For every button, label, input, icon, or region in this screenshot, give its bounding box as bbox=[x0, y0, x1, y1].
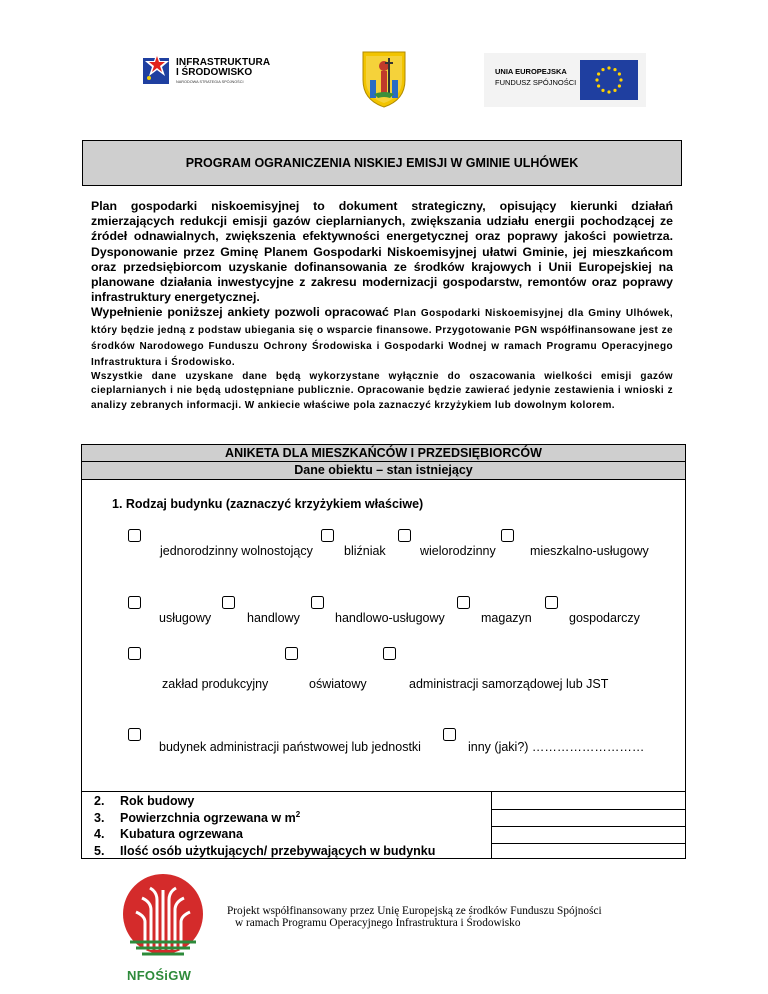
eu-flag-icon bbox=[580, 60, 638, 100]
eu-line1: UNIA EUROPEJSKA bbox=[495, 67, 567, 76]
nfosigw-logo-icon bbox=[122, 870, 204, 980]
checkbox-zaklad-produkcyjny[interactable] bbox=[128, 647, 141, 660]
survey-table bbox=[81, 444, 686, 859]
intro-paragraph-3: Wszystkie dane uzyskane dane będą wykorzystane wyłącznie do oszacowania wielkości emisji gazów cieplarnianych i nie będą udostępniane publicznie. Opracowanie będzie zawierać jedynie zestawienia i wnioski z analizy zebranych informacji. W ankiecie właściwe pola zaznaczyć krzyżykiem lub dowolnym kolorem. bbox=[91, 371, 673, 411]
infra-line3: NARODOWA STRATEGIA SPÓJNOŚCI bbox=[176, 80, 244, 84]
option-label: gospodarczy bbox=[569, 611, 640, 625]
intro-paragraph-1: Plan gospodarki niskoemisyjnej to dokument strategiczny, opisujący kierunki działań zmierzających redukcji emisji gazów cieplarnianych, zwiększania udziału energii pochodzącej ze źródeł odnawialnych, zwiększenia efektywności energetycznej oraz poprawy jakości powietrza. Dysponowanie przez Gminę Planem Gospodarki Niskoemisyjnej ułatwi Gminie, jej mieszkańcom oraz przedsiębiorcom uzyskanie dofinansowania ze środków krajowych i Unii Europejskiej na planowane działania inwestycyjne z zakresu modernizacji gospodarstw, remontów oraz poprawy infrastruktury energetycznej. bbox=[91, 199, 673, 305]
checkbox-uslugowy[interactable] bbox=[128, 596, 141, 609]
checkbox-administracji-samorzadowej[interactable] bbox=[383, 647, 396, 660]
option-label: magazyn bbox=[481, 611, 532, 625]
question-4: 4. Kubatura ogrzewana bbox=[94, 827, 243, 841]
question-5: 5. Ilość osób użytkujących/ przebywających w budynku bbox=[94, 844, 436, 858]
answer-field-ilosc-osob[interactable] bbox=[492, 844, 685, 858]
checkbox-oswiatowy[interactable] bbox=[285, 647, 298, 660]
answer-field-powierzchnia[interactable] bbox=[492, 810, 685, 826]
infra-line1: INFRASTRUKTURA bbox=[176, 57, 271, 68]
option-label: bliźniak bbox=[344, 544, 386, 558]
star-emblem-icon bbox=[143, 52, 173, 86]
option-label: zakład produkcyjny bbox=[162, 677, 269, 691]
checkbox-handlowy[interactable] bbox=[222, 596, 235, 609]
option-label: oświatowy bbox=[309, 677, 367, 691]
intro-paragraph-2-lead: Wypełnienie poniższej ankiety pozwoli opracować bbox=[91, 305, 389, 320]
infra-line2: I ŚRODOWISKO bbox=[176, 67, 253, 78]
checkbox-administracji-panstwowej[interactable] bbox=[128, 728, 141, 741]
checkbox-blizniak[interactable] bbox=[321, 529, 334, 542]
nfosigw-label: NFOŚiGW bbox=[127, 968, 192, 983]
infrastruktura-logo bbox=[143, 52, 273, 100]
option-label: wielorodzinny bbox=[420, 544, 496, 558]
option-label: handlowy bbox=[247, 611, 300, 625]
option-label: usługowy bbox=[159, 611, 212, 625]
option-label: inny (jaki?) ……………………… bbox=[468, 740, 645, 754]
survey-subtitle: Dane obiektu – stan istniejący bbox=[82, 462, 685, 480]
checkbox-inny[interactable] bbox=[443, 728, 456, 741]
option-label: administracji samorządowej lub JST bbox=[409, 677, 609, 691]
footer-line-1: Projekt współfinansowany przez Unię Europejską ze środków Funduszu Spójności bbox=[227, 905, 602, 917]
checkbox-wielorodzinny[interactable] bbox=[398, 529, 411, 542]
checkbox-gospodarczy[interactable] bbox=[545, 596, 558, 609]
intro-paragraph-2 bbox=[91, 305, 673, 370]
option-label: jednorodzinny wolnostojący bbox=[160, 544, 313, 558]
eu-line2: FUNDUSZ SPÓJNOŚCI bbox=[495, 78, 577, 87]
checkbox-jednorodzinny[interactable] bbox=[128, 529, 141, 542]
answer-field-kubatura[interactable] bbox=[492, 827, 685, 843]
survey-title: ANIKETA DLA MIESZKAŃCÓW I PRZEDSIĘBIORCÓW bbox=[82, 445, 685, 462]
option-label: budynek administracji państwowej lub jednostki bbox=[159, 740, 421, 754]
question-2: 2. Rok budowy bbox=[94, 794, 195, 808]
gmina-crest-logo bbox=[360, 50, 408, 108]
coat-of-arms-icon bbox=[360, 50, 408, 108]
eu-fund-logo bbox=[484, 53, 646, 107]
survey-questions-grid bbox=[82, 791, 685, 858]
checkbox-handlowo-uslugowy[interactable] bbox=[311, 596, 324, 609]
program-title-box bbox=[82, 140, 682, 186]
option-label: mieszkalno-usługowy bbox=[530, 544, 649, 558]
checkbox-mieszkalno-uslugowy[interactable] bbox=[501, 529, 514, 542]
checkbox-magazyn[interactable] bbox=[457, 596, 470, 609]
intro-paragraph-2-rest: Plan Gospodarki Niskoemisyjnej dla Gminy Ulhówek, który będzie jedną z podstaw ubiegania się o wsparcie finansowe. Przygotowanie PGN współfinansowane jest ze środków Narodowego Funduszu Ochrony Środowiska i Gospodarki Wodnej w ramach Programu Operacyjnego Infrastruktura i Środowisko. bbox=[91, 308, 674, 369]
intro-text bbox=[91, 199, 673, 413]
footer-line-2: w ramach Programu Operacyjnego Infrastruktura i Środowisko bbox=[235, 917, 521, 929]
question-3: 3. Powierzchnia ogrzewana w $m^2$ bbox=[94, 810, 301, 826]
program-title: PROGRAM OGRANICZENIA NISKIEJ EMISJI W GMINIE ULHÓWEK bbox=[185, 156, 579, 170]
answer-field-rok-budowy[interactable] bbox=[492, 792, 685, 809]
footer-text bbox=[227, 905, 602, 929]
option-label: handlowo-usługowy bbox=[335, 611, 445, 625]
question-1: 1. Rodzaj budynku (zaznaczyć krzyżykiem właściwe) bbox=[112, 497, 424, 511]
